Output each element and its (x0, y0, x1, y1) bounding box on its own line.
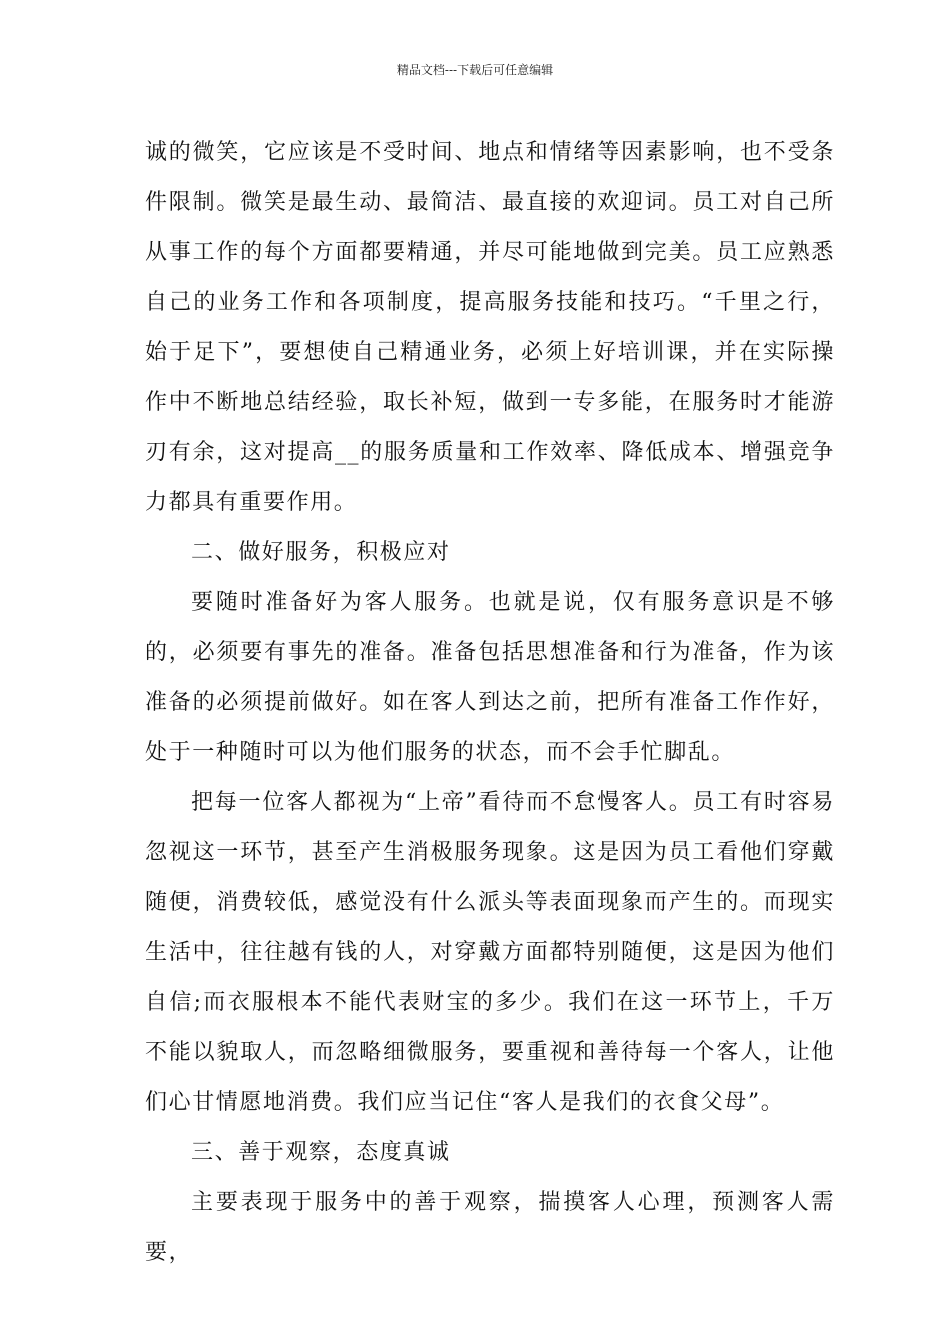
paragraph-2: 要随时准备好为客人服务。也就是说，仅有服务意识是不够的，必须要有事先的准备。准备包括思想准备和行为准备，作为该准备的必须提前做好。如在客人到达之前，把所有准备工作作好，处于一种随时可以为他们服务的状态，而不会手忙脚乱。 (145, 590, 835, 765)
document-body (145, 128, 835, 1278)
paragraph-4: 主要表现于服务中的善于观察，揣摸客人心理，预测客人需要， (145, 1190, 835, 1265)
section-heading-2: 二、做好服务，积极应对 (191, 540, 451, 565)
paragraph-3: 把每一位客人都视为“上帝”看待而不怠慢客人。员工有时容易忽视这一环节，甚至产生消极服务现象。这是因为员工看他们穿戴随便，消费较低，感觉没有什么派头等表面现象而产生的。而现实生活中，往往越有钱的人，对穿戴方面都特别随便，这是因为他们自信;而衣服根本不能代表财宝的多少。我们在这一环节上，千万不能以貌取人，而忽略细微服务，要重视和善待每一个客人，让他们心甘情愿地消费。我们应当记住“客人是我们的衣食父母”。 (145, 790, 835, 1115)
page-header: 精品文档---下载后可任意编辑 (396, 63, 554, 77)
section-heading-3: 三、善于观察，态度真诚 (191, 1140, 451, 1165)
paragraph-1: 诚的微笑，它应该是不受时间、地点和情绪等因素影响，也不受条件限制。微笑是最生动、最简洁、最直接的欢迎词。员工对自己所从事工作的每个方面都要精通，并尽可能地做到完美。员工应熟悉自己的业务工作和各项制度，提高服务技能和技巧。“千里之行，始于足下”，要想使自己精通业务，必须上好培训课，并在实际操作中不断地总结经验，取长补短，做到一专多能，在服务时才能游刃有余，这对提高__的服务质量和工作效率、降低成本、增强竞争力都具有重要作用。 (145, 140, 835, 515)
